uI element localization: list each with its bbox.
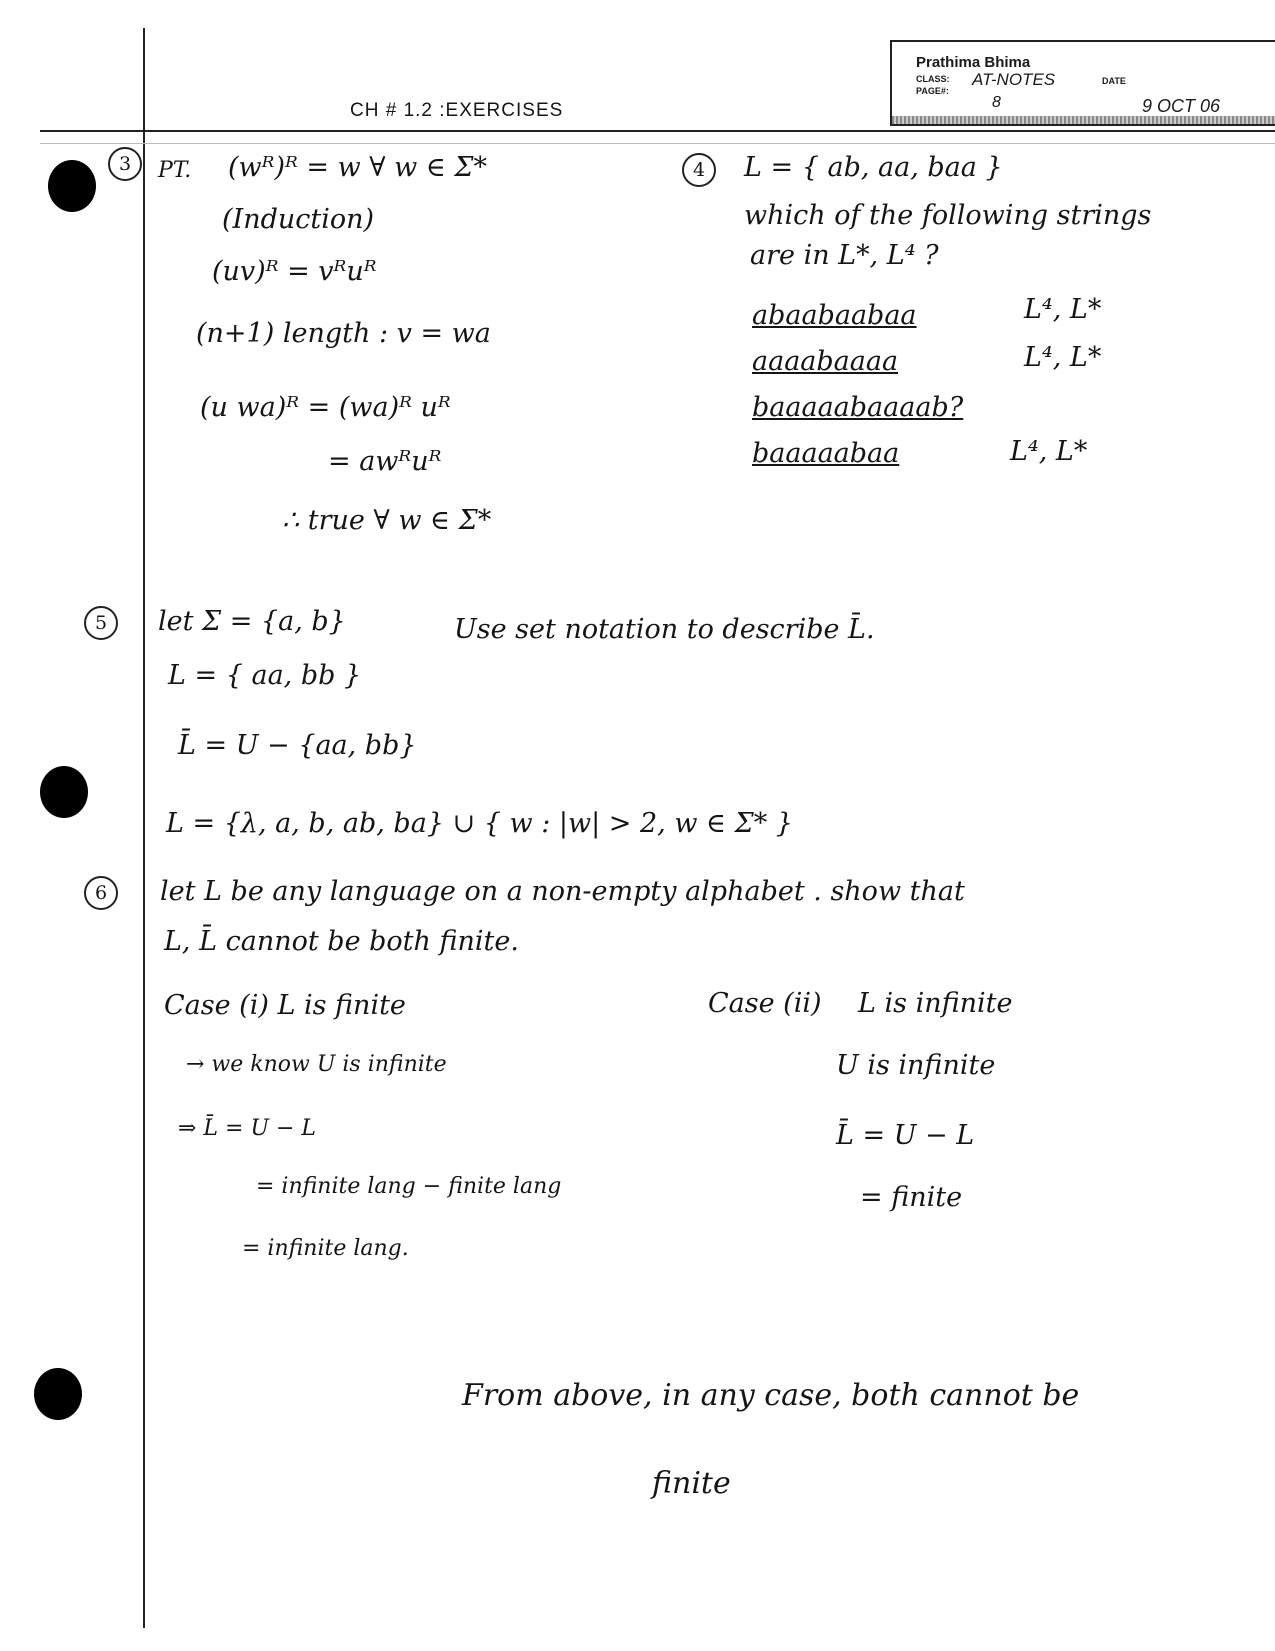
notebook-stamp: [890, 40, 1275, 126]
punch-hole-top: [48, 160, 96, 212]
q6-line: let L be any language on a non-empty alphabet . show that: [160, 876, 965, 907]
question-number-4: 4: [682, 153, 716, 187]
q5-line: Use set notation to describe L̄.: [454, 614, 875, 645]
case1-line: Case (i) L is finite: [164, 990, 406, 1021]
q4-line: are in L*, L⁴ ?: [750, 240, 939, 271]
q3-line: (wᴿ)ᴿ = w ∀ w ∈ Σ*: [228, 152, 487, 183]
q6-line: L, L̄ cannot be both finite.: [164, 926, 519, 957]
class-value: AT-NOTES: [972, 70, 1056, 89]
stamp-texture-bar: [892, 116, 1275, 124]
q3-line: PT.: [158, 158, 192, 183]
q3-line: (Induction): [222, 204, 375, 235]
q4-string: baaaaabaa: [752, 438, 900, 469]
question-number-5: 5: [84, 606, 118, 640]
question-number-6: 6: [84, 876, 118, 910]
q4-line: which of the following strings: [744, 200, 1152, 231]
case1-line: → we know U is infinite: [186, 1052, 447, 1077]
punch-hole-bottom: [34, 1368, 82, 1420]
case2-line: Case (ii): [708, 988, 822, 1019]
case1-line: = infinite lang − finite lang: [256, 1174, 562, 1199]
q5-line: L = {λ, a, b, ab, ba} ∪ { w : |w| > 2, w ∈ Σ* }: [166, 808, 793, 839]
q5-line: let Σ = {a, b}: [158, 606, 346, 637]
q3-line: = awᴿuᴿ: [328, 446, 442, 477]
punch-hole-middle: [40, 766, 88, 818]
q4-result: L⁴, L*: [1024, 294, 1102, 325]
case1-line: ⇒ L̄ = U − L: [178, 1116, 317, 1141]
page-value: 8: [992, 94, 1001, 111]
class-label: CLASS:: [916, 74, 950, 84]
case2-line: L̄ = U − L: [836, 1120, 975, 1151]
case2-line: = finite: [860, 1182, 963, 1213]
q4-result: L⁴, L*: [1024, 342, 1102, 373]
date-value: 9 OCT 06: [1142, 96, 1221, 116]
page-label: PAGE#:: [916, 86, 949, 96]
q4-string: abaabaabaa: [752, 300, 917, 331]
student-name: Prathima Bhima: [916, 54, 1031, 71]
q3-line: ∴ true ∀ w ∈ Σ*: [282, 505, 492, 536]
case2-line: U is infinite: [836, 1050, 996, 1081]
q3-line: (u wa)ᴿ = (wa)ᴿ uᴿ: [200, 392, 451, 423]
header-rule: [40, 130, 1275, 132]
q4-result: L⁴, L*: [1010, 436, 1088, 467]
case2-line: L is infinite: [858, 988, 1013, 1019]
margin-line: [143, 28, 145, 1628]
header-rule-secondary: [40, 143, 1275, 144]
q4-string: baaaaabaaaab?: [752, 392, 964, 423]
date-label: DATE: [1102, 76, 1126, 86]
conclusion-line: From above, in any case, both cannot be: [462, 1378, 1080, 1413]
q5-line: L̄ = U − {aa, bb}: [178, 730, 417, 761]
conclusion-line: finite: [652, 1466, 731, 1501]
q3-line: (n+1) length : v = wa: [196, 318, 491, 349]
q4-string: aaaabaaaa: [752, 346, 899, 377]
q3-line: (uv)ᴿ = vᴿuᴿ: [212, 256, 377, 287]
q4-line: L = { ab, aa, baa }: [744, 152, 1003, 183]
case1-line: = infinite lang.: [242, 1236, 409, 1261]
question-number-3: 3: [108, 147, 142, 181]
q5-line: L = { aa, bb }: [168, 660, 362, 691]
page-title: CH # 1.2 :EXERCISES: [350, 100, 564, 121]
